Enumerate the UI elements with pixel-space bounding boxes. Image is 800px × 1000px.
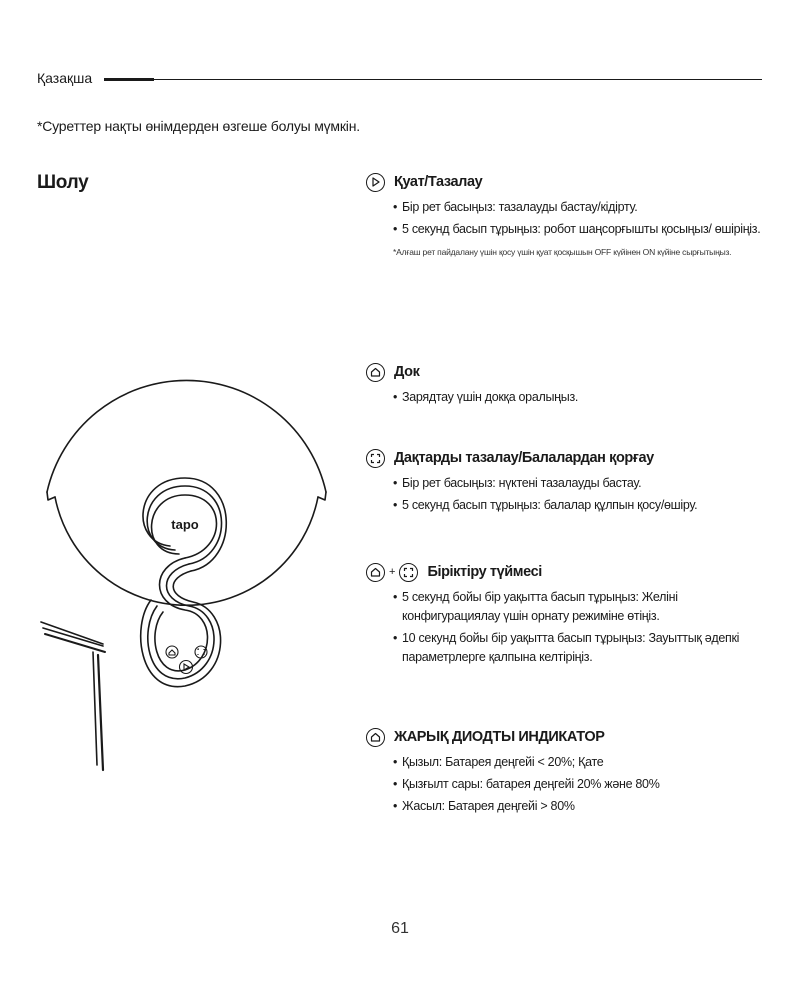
section-title: Шолу bbox=[37, 172, 89, 193]
page-number: 61 bbox=[391, 920, 409, 937]
robot-logo-text: tapo bbox=[171, 517, 199, 532]
feature-led-indicator bbox=[366, 725, 766, 819]
feature-spot-clean bbox=[366, 446, 766, 518]
feature-power-clean bbox=[366, 170, 766, 259]
feature-bullet: • Бір рет басыңыз: тазалауды бастау/кідірту. bbox=[393, 198, 766, 217]
feature-combo-button bbox=[366, 560, 766, 670]
feature-title: Док bbox=[394, 364, 420, 380]
feature-bullet: • 5 секунд басып тұрыңыз: робот шаңсорғышты қосыңыз/ өшіріңіз. bbox=[393, 220, 766, 239]
home-icon bbox=[366, 363, 385, 382]
feature-title: ЖАРЫҚ ДИОДТЫ ИНДИКАТОР bbox=[394, 729, 605, 745]
header-rule bbox=[154, 79, 762, 80]
spot-clean-icon bbox=[366, 449, 385, 468]
feature-bullet: • Қызыл: Батарея деңгейі < 20%; Қате bbox=[393, 753, 766, 772]
header-rule-accent bbox=[104, 78, 154, 81]
play-triangle-icon bbox=[366, 173, 385, 192]
feature-title: Біріктіру түймесі bbox=[427, 564, 542, 580]
feature-bullet: • Қызғылт сары: батарея деңгейі 20% және 80% bbox=[393, 775, 766, 794]
feature-dock bbox=[366, 360, 766, 410]
robot-vacuum-illustration bbox=[35, 260, 345, 785]
feature-bullet: • 5 секунд бойы бір уақытта басып тұрыңыз: Желіні конфигурациялау үшін орнату режиміне өтіңіз. bbox=[393, 588, 766, 626]
feature-bullet: • 5 секунд басып тұрыңыз: балалар құлпын қосу/өшіру. bbox=[393, 496, 766, 515]
home-icon bbox=[366, 728, 385, 747]
robot-home-button bbox=[166, 646, 178, 658]
feature-note: *Алғаш рет пайдалану үшін қосу үшін қуат қосқышын OFF күйінен ON күйіне сырғытыңыз. bbox=[393, 247, 732, 257]
feature-bullet: • Бір рет басыңыз: нүктені тазалауды бастау. bbox=[393, 474, 766, 493]
spot-clean-icon bbox=[399, 563, 418, 582]
feature-bullet: • Жасыл: Батарея деңгейі > 80% bbox=[393, 797, 766, 816]
image-disclaimer: *Суреттер нақты өнімдерден өзгеше болуы мүмкін. bbox=[37, 118, 360, 134]
feature-bullet: • 10 секунд бойы бір уақытта басып тұрыңыз: Зауыттық әдепкі параметрлерге қалпына келтіріңіз. bbox=[393, 629, 766, 667]
feature-bullet: • Зарядтау үшін докқа оралыңыз. bbox=[393, 388, 766, 407]
feature-title: Қуат/Тазалау bbox=[394, 174, 483, 190]
language-label: Қазақша bbox=[37, 70, 93, 86]
feature-title: Дақтарды тазалау/Балалардан қорғау bbox=[394, 450, 654, 466]
plus-sign: + bbox=[389, 566, 396, 578]
home-icon bbox=[366, 563, 385, 582]
